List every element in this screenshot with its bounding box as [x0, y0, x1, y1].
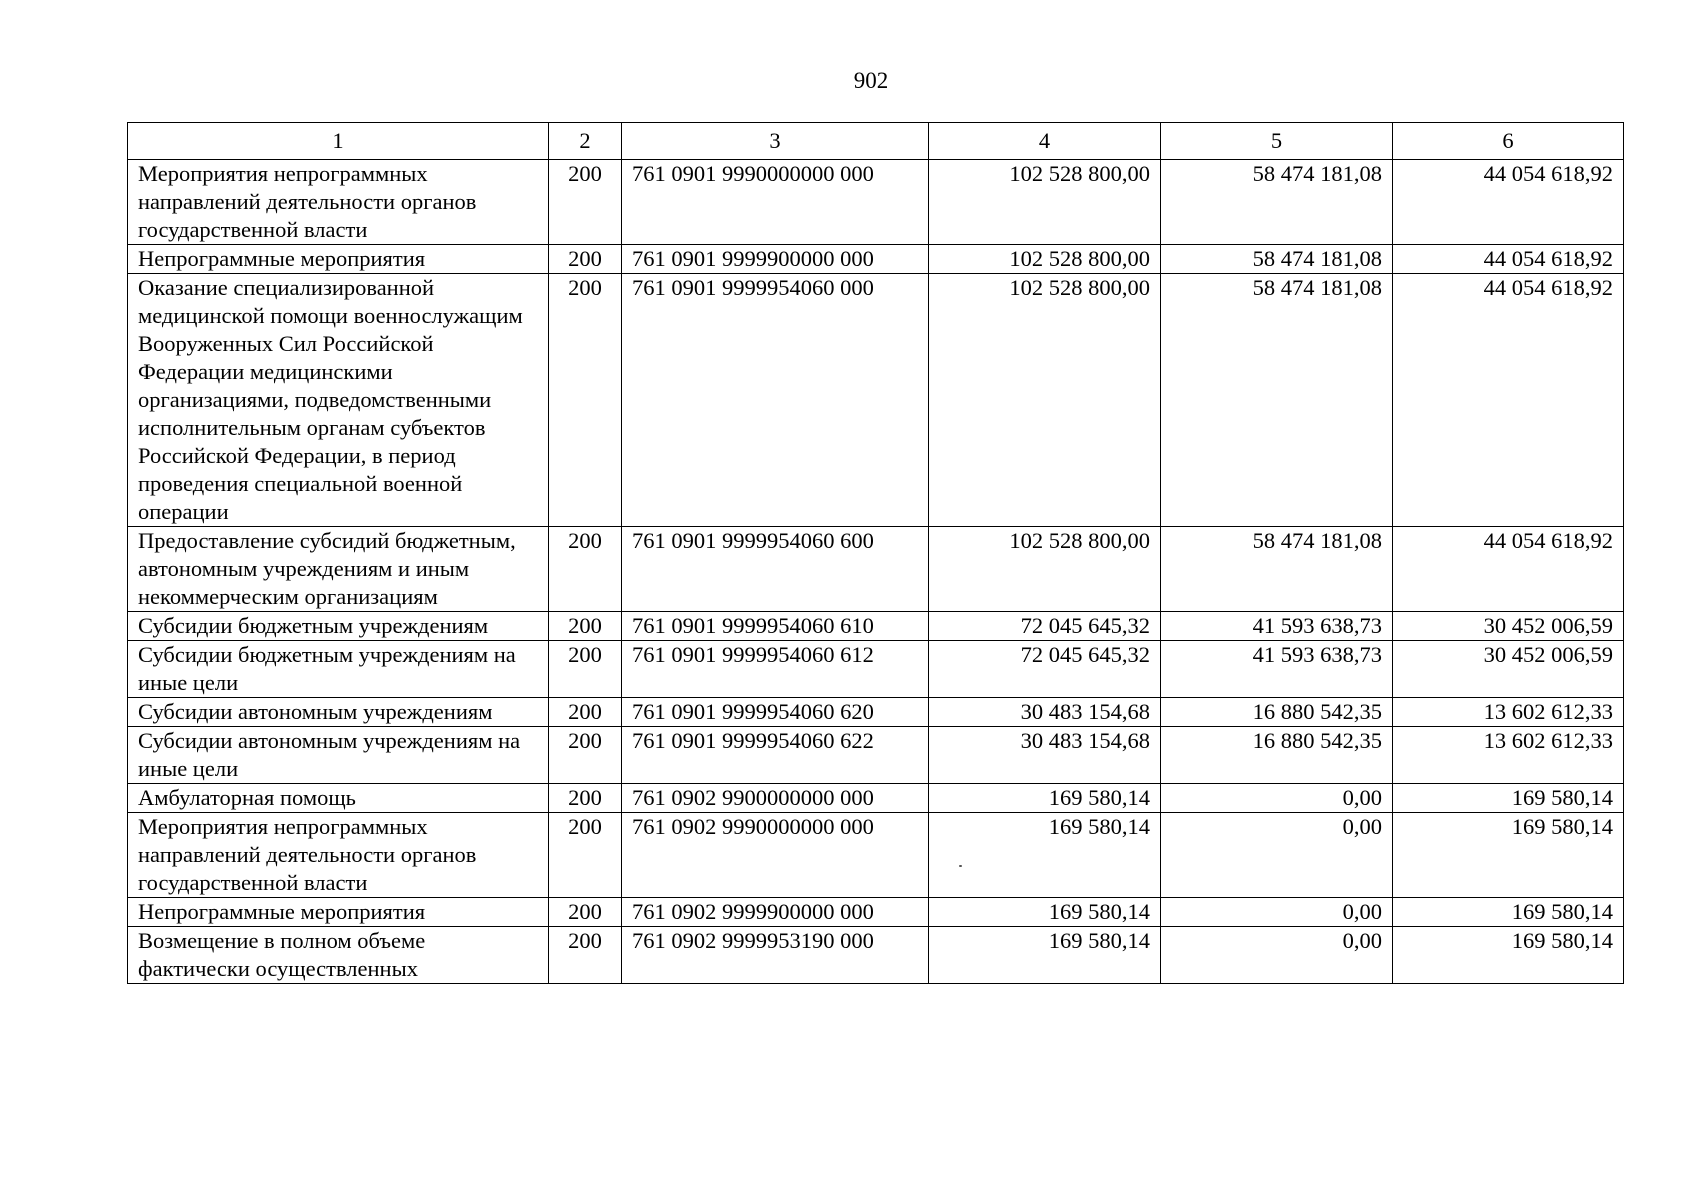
- table-row: [128, 727, 1624, 784]
- row-code-cell: 200: [549, 727, 622, 784]
- row-code-cell: 200: [549, 784, 622, 813]
- row-col5-cell: 58 474 181,08: [1161, 160, 1393, 245]
- column-header: 5: [1161, 123, 1393, 160]
- row-name-cell: Субсидии бюджетным учреждениям: [128, 612, 549, 641]
- row-code-cell: 200: [549, 160, 622, 245]
- row-kbk-cell: 761 0902 9990000000 000: [622, 813, 929, 898]
- row-name-cell: Мероприятия непрограммных направлений деятельности органов государственной власти: [128, 813, 549, 898]
- row-col5-cell: 58 474 181,08: [1161, 527, 1393, 612]
- row-name-cell: Субсидии автономным учреждениям: [128, 698, 549, 727]
- table-row: [128, 784, 1624, 813]
- column-header: 3: [622, 123, 929, 160]
- table-row: [128, 898, 1624, 927]
- row-name-cell: Мероприятия непрограммных направлений деятельности органов государственной власти: [128, 160, 549, 245]
- row-col4-cell: 102 528 800,00: [929, 527, 1161, 612]
- budget-table: [127, 122, 1624, 984]
- row-name-cell: Непрограммные мероприятия: [128, 245, 549, 274]
- page-number: 902: [853, 68, 889, 93]
- column-header: 2: [549, 123, 622, 160]
- row-col5-cell: 0,00: [1161, 784, 1393, 813]
- row-kbk-cell: 761 0902 9900000000 000: [622, 784, 929, 813]
- row-code-cell: 200: [549, 245, 622, 274]
- table-row: [128, 612, 1624, 641]
- table-row: [128, 245, 1624, 274]
- row-col6-cell: 44 054 618,92: [1393, 527, 1624, 612]
- row-kbk-cell: 761 0901 9999954060 610: [622, 612, 929, 641]
- row-code-cell: 200: [549, 612, 622, 641]
- row-col5-cell: 16 880 542,35: [1161, 727, 1393, 784]
- row-col6-cell: 13 602 612,33: [1393, 727, 1624, 784]
- row-col5-cell: 0,00: [1161, 927, 1393, 984]
- row-col4-cell: 30 483 154,68: [929, 727, 1161, 784]
- row-name-cell: Субсидии автономным учреждениям на иные цели: [128, 727, 549, 784]
- table-row: [128, 698, 1624, 727]
- row-col6-cell: 44 054 618,92: [1393, 274, 1624, 527]
- row-kbk-cell: 761 0901 9990000000 000: [622, 160, 929, 245]
- row-name-cell: Амбулаторная помощь: [128, 784, 549, 813]
- row-kbk-cell: 761 0902 9999953190 000: [622, 927, 929, 984]
- row-col5-cell: 41 593 638,73: [1161, 612, 1393, 641]
- row-name-cell: Предоставление субсидий бюджетным, автономным учреждениям и иным некоммерческим организациям: [128, 527, 549, 612]
- row-col6-cell: 44 054 618,92: [1393, 245, 1624, 274]
- row-col6-cell: 169 580,14: [1393, 813, 1624, 898]
- column-header: 6: [1393, 123, 1624, 160]
- row-code-cell: 200: [549, 641, 622, 698]
- row-code-cell: 200: [549, 927, 622, 984]
- table-row: [128, 927, 1624, 984]
- row-col6-cell: 30 452 006,59: [1393, 641, 1624, 698]
- row-col5-cell: 16 880 542,35: [1161, 698, 1393, 727]
- row-col5-cell: 58 474 181,08: [1161, 245, 1393, 274]
- row-code-cell: 200: [549, 898, 622, 927]
- row-col4-cell: 72 045 645,32: [929, 612, 1161, 641]
- row-col4-cell: 102 528 800,00: [929, 245, 1161, 274]
- table-row: [128, 527, 1624, 612]
- row-col4-cell: 169 580,14: [929, 898, 1161, 927]
- row-col6-cell: 30 452 006,59: [1393, 612, 1624, 641]
- row-code-cell: 200: [549, 813, 622, 898]
- row-col6-cell: 44 054 618,92: [1393, 160, 1624, 245]
- row-col4-cell: 102 528 800,00: [929, 160, 1161, 245]
- row-col6-cell: 169 580,14: [1393, 927, 1624, 984]
- row-name-cell: Возмещение в полном объеме фактически осуществленных: [128, 927, 549, 984]
- row-col4-cell: 169 580,14: [929, 784, 1161, 813]
- row-col6-cell: 13 602 612,33: [1393, 698, 1624, 727]
- row-name-cell: Оказание специализированной медицинской помощи военнослужащим Вооруженных Сил Российской Федерации медицинскими организациями, подведомственными исполнительным органам субъектов Российской Федерации, в период проведения специальной военной операции: [128, 274, 549, 527]
- row-col5-cell: 58 474 181,08: [1161, 274, 1393, 527]
- row-col5-cell: 0,00: [1161, 898, 1393, 927]
- row-col4-cell: 169 580,14: [929, 927, 1161, 984]
- column-header: 1: [128, 123, 549, 160]
- row-kbk-cell: 761 0901 9999900000 000: [622, 245, 929, 274]
- row-col4-cell: 30 483 154,68: [929, 698, 1161, 727]
- table-header-row: [128, 123, 1624, 160]
- row-code-cell: 200: [549, 274, 622, 527]
- row-name-cell: Субсидии бюджетным учреждениям на иные цели: [128, 641, 549, 698]
- row-kbk-cell: 761 0901 9999954060 000: [622, 274, 929, 527]
- row-col5-cell: 0,00: [1161, 813, 1393, 898]
- row-col6-cell: 169 580,14: [1393, 784, 1624, 813]
- row-col4-cell: 72 045 645,32: [929, 641, 1161, 698]
- row-kbk-cell: 761 0901 9999954060 622: [622, 727, 929, 784]
- row-col5-cell: 41 593 638,73: [1161, 641, 1393, 698]
- row-col6-cell: 169 580,14: [1393, 898, 1624, 927]
- row-code-cell: 200: [549, 527, 622, 612]
- row-col4-cell: 169 580,14: [929, 813, 1161, 898]
- row-kbk-cell: 761 0902 9999900000 000: [622, 898, 929, 927]
- table-row: [128, 274, 1624, 527]
- row-kbk-cell: 761 0901 9999954060 620: [622, 698, 929, 727]
- table-row: [128, 641, 1624, 698]
- row-name-cell: Непрограммные мероприятия: [128, 898, 549, 927]
- row-kbk-cell: 761 0901 9999954060 612: [622, 641, 929, 698]
- table-row: [128, 813, 1624, 898]
- table-row: [128, 160, 1624, 245]
- row-kbk-cell: 761 0901 9999954060 600: [622, 527, 929, 612]
- row-col4-cell: 102 528 800,00: [929, 274, 1161, 527]
- row-code-cell: 200: [549, 698, 622, 727]
- scan-speck: [959, 865, 962, 867]
- column-header: 4: [929, 123, 1161, 160]
